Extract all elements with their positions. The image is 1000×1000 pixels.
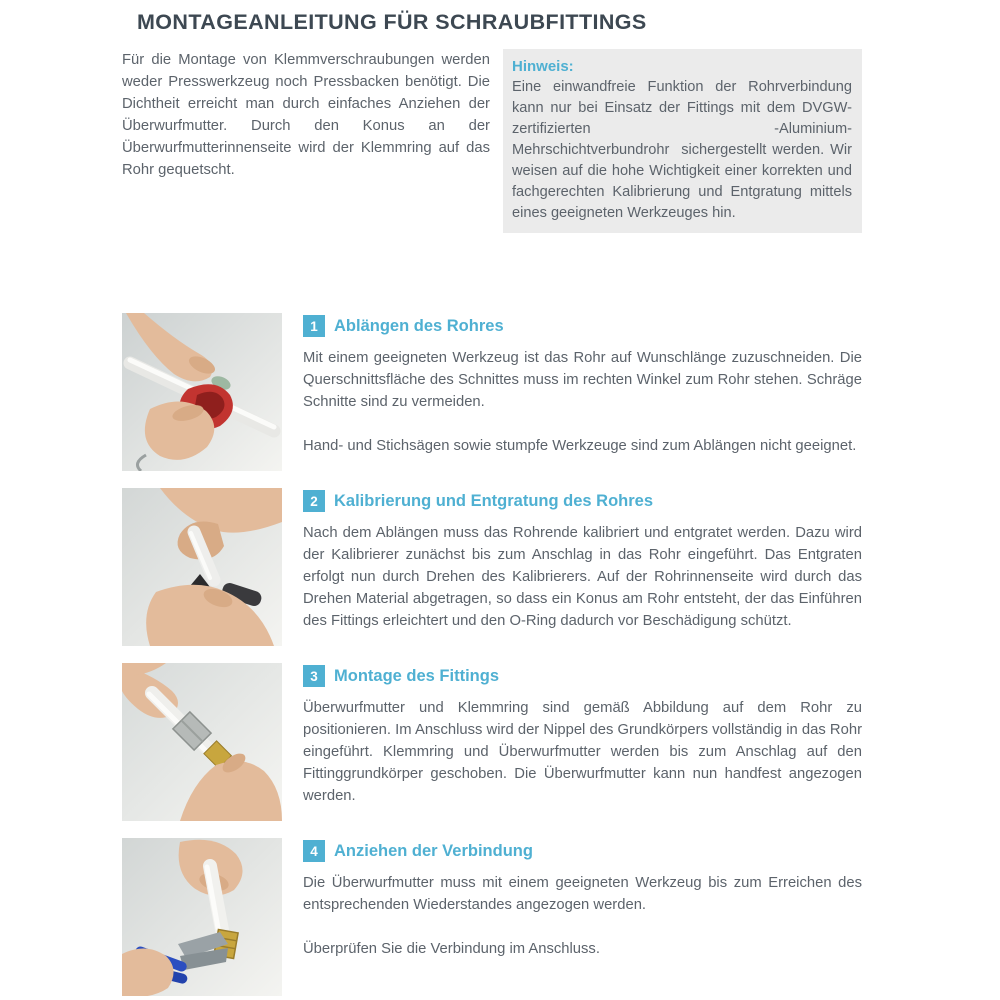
pipe-calibration-photo [122,488,282,646]
step-1-paragraph-2: Hand- und Stichsägen sowie stumpfe Werkzeuge sind zum Ablängen nicht geeignet. [303,438,857,454]
step-4 [122,838,862,996]
step-3-heading: Montage des Fittings [334,666,499,685]
step-2-content [303,488,862,646]
step-4-content [303,838,862,996]
step-2-paragraph-1: Nach dem Ablängen muss das Rohrende kalibriert und entgratet werden. Dazu wird der Kalibrierer zunächst bis zum Anschlag in das Rohr eingeführt. Das Entgraten erfolgt nun durch Drehen des Kalibrierers. Auf der Rohrinnenseite wird durch das Drehen Material abgetragen, so dass ein Konus am Rohr entsteht, der das Einführen des Fittings erleichtert und den O-Ring dadurch vor Beschädigung schützt. [303,525,862,629]
step-3 [122,663,862,821]
step-1-photo [122,313,282,471]
step-4-paragraph-1: Die Überwurfmutter muss mit einem geeigneten Werkzeug bis zum Erreichen des entsprechenden Wiederstandes angezogen werden. [303,875,862,913]
step-1-header [303,315,862,337]
step-2 [122,488,862,646]
step-3-photo [122,663,282,821]
step-3-content [303,663,862,821]
step-3-header [303,665,862,687]
pipe-cutting-photo [122,313,282,471]
steps-list [122,313,862,996]
step-4-header [303,840,862,862]
step-1-content [303,313,862,471]
page-title: MONTAGEANLEITUNG FÜR SCHRAUBFITTINGS [137,10,647,34]
step-2-heading: Kalibrierung und Entgratung des Rohres [334,491,654,510]
note-text: Eine einwandfreie Funktion der Rohrverbindung kann nur bei Einsatz der Fittings mit dem DVGW-zertifizierten -Aluminium-Mehrschichtverbundrohr sichergestellt werden. Wir weisen auf die hohe Wichtigkeit einer korrekten und fachgerechten Kalibrierung und Entgratung mittels eines geeigneten Werkzeuges hin. [512,79,852,221]
step-3-paragraph-1: Überwurfmutter und Klemmring sind gemäß Abbildung auf dem Rohr zu positionieren. Im Anschluss wird der Nippel des Grundkörpers vollständig in das Rohr eingeführt. Klemmring und Überwurfmutter werden bis zum Anschlag auf den Fittinggrundkörper geschoben. Die Überwurfmutter kann nun handfest angezogen werden. [303,700,862,804]
tightening-photo [122,838,282,996]
intro-paragraph: Für die Montage von Klemmverschraubungen werden weder Presswerkzeug noch Pressbacken benötigt. Die Dichtheit erreicht man durch einfaches Anziehen der Überwurfmutter. Durch den Konus an der Überwurfmutterinnenseite wird der Klemmring auf das Rohr gequetscht. [122,52,490,178]
step-2-number-badge: 2 [303,490,325,512]
step-1 [122,313,862,471]
step-4-number-badge: 4 [303,840,325,862]
step-4-paragraph-2: Überprüfen Sie die Verbindung im Anschluss. [303,941,600,957]
step-4-heading: Anziehen der Verbindung [334,841,533,860]
step-3-number-badge: 3 [303,665,325,687]
step-4-photo [122,838,282,996]
intro-section [122,49,862,233]
step-2-photo [122,488,282,646]
step-2-header [303,490,862,512]
note-box [503,49,862,233]
step-1-number-badge: 1 [303,315,325,337]
fitting-assembly-photo [122,663,282,821]
step-1-paragraph-1: Mit einem geeigneten Werkzeug ist das Rohr auf Wunschlänge zuzuschneiden. Die Querschnittsfläche des Schnittes muss im rechten Winkel zum Rohr stehen. Schräge Schnitte sind zu vermeiden. [303,350,862,410]
note-label: Hinweis: [512,58,574,75]
step-1-heading: Ablängen des Rohres [334,316,504,335]
